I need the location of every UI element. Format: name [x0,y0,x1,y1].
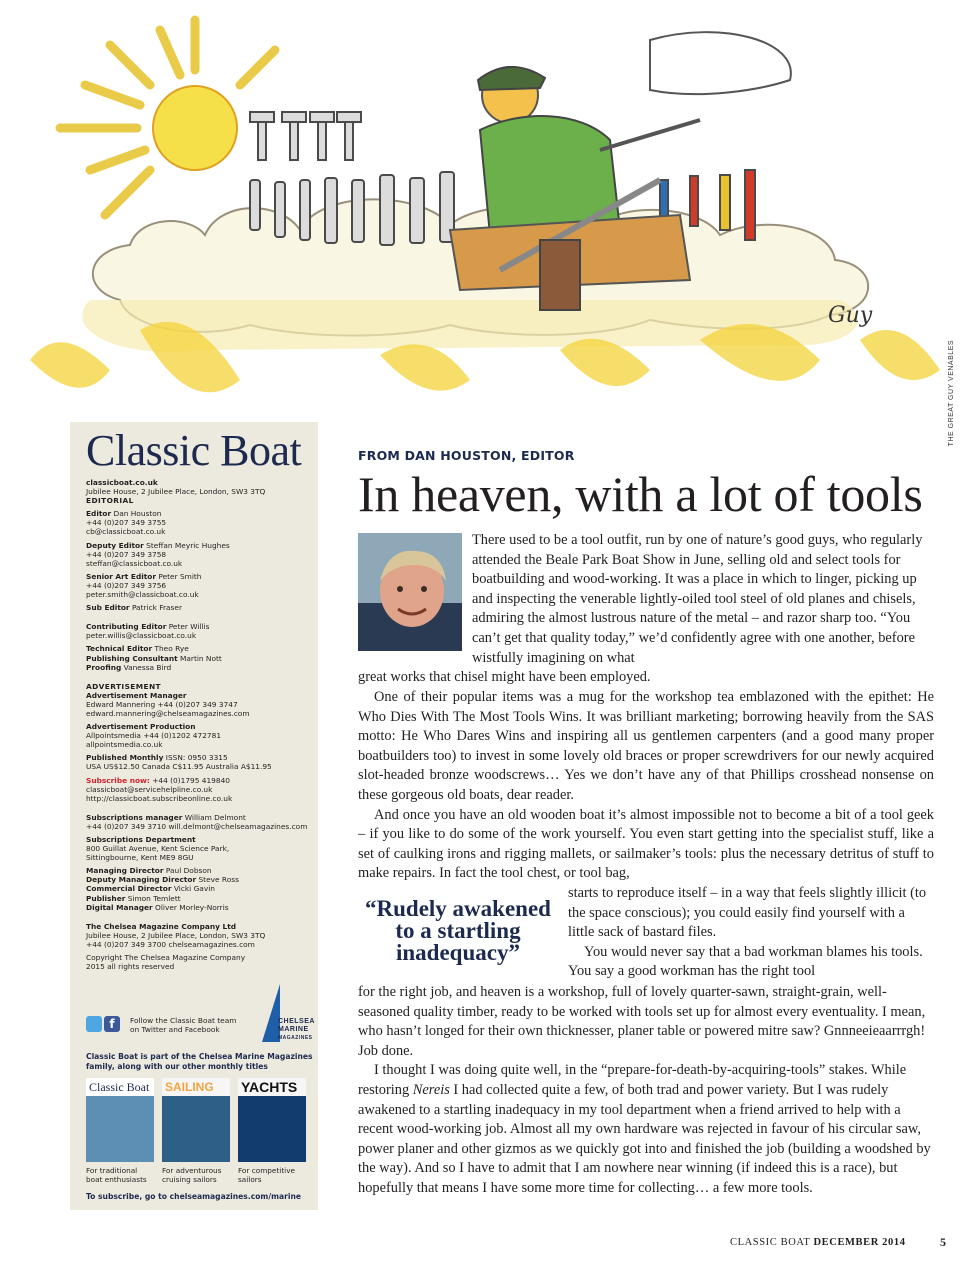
family-text [86,1052,314,1071]
family-line2: family, along with our other monthly titles [86,1061,268,1071]
subscribe-email[interactable]: classicboat@servicehelpline.co.uk [86,784,213,794]
advprod-web[interactable]: allpointsmedia.co.uk [86,740,163,750]
social-line1: Follow the Classic Boat team [130,1016,237,1025]
sun [60,20,275,215]
paragraph-2: One of their popular items was a mug for the workshop tea emblazoned with the epithet: He Who Dies With The Most Tools Wins. It was brilliant marketing; borrowing heavily from the SAS motto: He Who Dares Wins and inspiring all us gentlemen carpenters (and a good many proper boatbuilders too) to invest in some lovely old braces or proper screwdrivers for our newly acquired slot-headed bronze woodscrews… Yes we don’t have any of that Phillips crosshead nonsense on these gorgeous old boats, dear reader. [358,689,934,803]
cover-title: Classic Boat [86,1078,154,1096]
dmd-name: Steve Ross [198,875,239,885]
advprod-role: Advertisement Production [86,722,196,732]
paragraph-5-a: I thought I was doing quite well, in the “prepare-for-death-by-acquiring-tools” stakes. While restoring [358,1062,907,1098]
tech-name: Theo Rye [154,644,189,654]
editor-phone: +44 (0)207 349 3755 [86,518,167,528]
cover-title: YACHTS [238,1078,306,1096]
paragraph-5-b: I had collected quite a few, of both trad and power variety. But I was rudely awakened to a startling inadequacy in my tool department when a friend arrived to help with a recent wood-working job. Almost all my own hardware was rejected in favour of his circular saw, power planer and other gizmos as we quickly got into and finished the job (building a woodshed by the way). And so I have to admit that I am nowhere near winning (if indeed this is a race), but hopefully that means I have some more time for collecting… a few more tools. [358,1081,931,1196]
pub-role: Publisher [86,893,126,903]
copyright-line2: 2015 all rights reserved [86,962,175,972]
page-number: 5 [940,1235,946,1249]
paragraph-3: And once you have an old wooden boat it’s almost impossible not to become a bit of a tool geek – if you like to do some of the work yourself. You even start getting into the specialist stuff, like a set of caulking irons and rigging mallets, or sailmaker’s tools: plus the necessary detritus of stuff to make repairs. In fact the tool chest, or tool bag, [358,806,934,882]
monthly-prices: USA US$12.50 Canada C$11.95 Australia A$11.95 [86,762,272,772]
paragraph-1: There used to be a tool outfit, run by one of nature’s good guys, who regularly attended the Beale Park Boat Show in June, selling old and select tools for boatbuilding and wood-working. It was a place in which to linger, picking up and inspecting the venerable lightly-oiled tool steel of old planes and chisels, admiring the almost lustrous nature of the metal – and razor sharp too. “You can’t get that quality today,” we’d confidently agree with one another, before wistfully imagining on what [472,532,923,666]
social-text [130,1016,236,1034]
paragraph-3-cont: starts to reproduce itself – in a way that feels slightly illicit (to the space conscious); you could easily find yourself with a little sack of bastard files. [568,885,927,941]
paragraph-4-end: for the right job, and heaven is a workshop, full of lovely quarter-sawn, straight-grain, well-seasoned quality timber, ready to be worked with tools set up for almost every eventuality. I mean, who hasn’t longed for their own thicknesser, planer table or powered mitre saw? Gnnneeieaarrrgh! Job done. [358,984,926,1059]
deputy-name: Steffan Meyric Hughes [146,540,230,550]
contrib-role: Contributing Editor [86,622,167,632]
company-name: The Chelsea Magazine Company Ltd [86,921,237,931]
art-name: Peter Smith [158,571,202,581]
subscribe-label: Subscribe now: [86,775,150,785]
sub-role: Sub Editor [86,603,130,613]
magazine-cover-sailing-today[interactable] [162,1078,230,1162]
subsman-line: +44 (0)207 349 3710 will.delmont@chelseamagazines.com [86,821,308,831]
paragraph-1-end: great works that chisel might have been employed. [358,669,651,685]
deputy-phone: +44 (0)207 349 3758 [86,549,167,559]
website[interactable]: classicboat.co.uk [86,478,158,487]
sub-name: Patrick Fraser [131,603,182,613]
editorial-heading: EDITORIAL [86,496,134,506]
monthly-issn: ISSN: 0950 3315 [165,753,228,763]
art-role: Senior Art Editor [86,571,157,581]
consult-role: Publishing Consultant [86,653,178,663]
caption-line: For traditional [86,1166,138,1175]
masthead-sidebar [70,422,318,1210]
page-footer [730,1237,906,1248]
cover-title: SAILING [162,1078,230,1096]
contrib-email[interactable]: peter.willis@classicboat.co.uk [86,631,197,641]
caption-line: cruising sailors [162,1175,217,1184]
illustration-signature: Guy [828,303,873,328]
staff-listing [86,478,312,975]
cover-caption [162,1166,236,1184]
subscribe-url[interactable]: http://classicboat.subscribeonline.co.uk [86,793,233,803]
editor-email[interactable]: cb@classicboat.co.uk [86,527,166,537]
consult-name: Martin Nott [180,653,222,663]
cd-role: Commercial Director [86,884,172,894]
editor-portrait [358,533,462,651]
subscribe-footer[interactable]: To subscribe, go to chelseamagazines.com/marine [86,1192,302,1201]
md-name: Paul Dobson [165,866,212,876]
paragraph-5 [358,1061,934,1198]
cover-caption [86,1166,160,1184]
caption-line: For adventurous [162,1166,222,1175]
art-email[interactable]: peter.smith@classicboat.co.uk [86,590,199,600]
subscribe-phone: +44 (0)1795 419840 [152,775,230,785]
proof-role: Proofing [86,662,122,672]
tech-role: Technical Editor [86,644,153,654]
paragraph-4-start: You would never say that a bad workman blames his tools. You say a good workman has the right tool [568,943,923,980]
facebook-icon[interactable]: f [104,1016,120,1032]
twitter-icon[interactable] [86,1016,102,1032]
cartoon-illustration [0,0,980,430]
caption-line: sailors [238,1175,262,1184]
right-column [568,884,934,982]
dig-name: Oliver Morley-Norris [155,902,229,912]
article-kicker: FROM DAN HOUSTON, EDITOR [358,448,575,463]
footer-issue: DECEMBER 2014 [813,1237,906,1248]
masthead-logo: Classic Boat [86,426,302,475]
md-role: Managing Director [86,866,164,876]
dig-role: Digital Manager [86,902,153,912]
contrib-name: Peter Willis [168,622,210,632]
advman-email[interactable]: edward.mannering@chelseamagazines.com [86,708,250,718]
subsdept-role: Subscriptions Department [86,835,196,844]
advprod-line: Allpointsmedia +44 (0)1202 472781 [86,731,222,741]
deputy-email[interactable]: steffan@classicboat.co.uk [86,558,183,568]
address: Jubilee House, 2 Jubilee Place, London, SW3 3TQ [86,487,266,497]
paragraph-group [358,688,934,884]
social-line2: on Twitter and Facebook [130,1025,220,1034]
proof-name: Vanessa Bird [123,662,172,672]
caption-line: For competitive [238,1166,296,1175]
illustration-credit: THE GREAT GUY VENABLES [948,340,955,447]
editor-role: Editor [86,509,112,519]
cd-name: Vicki Gavin [173,884,215,894]
chelsea-line3: MAGAZINES [278,1035,313,1041]
adv-heading: ADVERTISEMENT [86,681,161,691]
pub-name: Simon Temlett [127,893,181,903]
advman-role: Advertisement Manager [86,690,187,700]
dmd-role: Deputy Managing Director [86,875,197,885]
subsdept-addr2: Sittingbourne, Kent ME9 8GU [86,853,194,863]
cover-caption [238,1166,312,1184]
boat-name: Nereis [412,1081,450,1098]
company-line: +44 (0)207 349 3700 chelseamagazines.com [86,939,255,949]
magazine-cover-classic-boat[interactable] [86,1078,154,1162]
subsman-name: William Delmont [184,812,246,822]
editor-name: Dan Houston [113,509,162,519]
subsdept-addr1: 800 Guillat Avenue, Kent Science Park, [86,844,230,854]
caption-line: boat enthusiasts [86,1175,147,1184]
chelsea-line2: MARINE [278,1026,309,1033]
monthly-role: Published Monthly [86,753,164,763]
pull-quote: “Rudely awakened to a startling inadequacy” [365,896,551,965]
article-headline: In heaven, with a lot of tools [358,466,923,522]
tail-column [358,983,934,1199]
footer-magazine: CLASSIC BOAT [730,1237,811,1248]
social-links [86,1012,312,1052]
family-line1: Classic Boat is part of the Chelsea Marine Magazines [86,1052,313,1061]
company-addr: Jubilee House, 2 Jubilee Place, London, SW3 3TQ [86,930,266,940]
subsman-role: Subscriptions manager [86,812,183,822]
copyright-line1: Copyright The Chelsea Magazine Company [86,953,246,963]
deputy-role: Deputy Editor [86,540,144,550]
art-phone: +44 (0)207 349 3756 [86,580,167,590]
magazine-cover-yachts-yachting[interactable] [238,1078,306,1162]
chelsea-line1: CHELSEA [278,1018,315,1025]
advman-line: Edward Mannering +44 (0)207 349 3747 [86,699,238,709]
